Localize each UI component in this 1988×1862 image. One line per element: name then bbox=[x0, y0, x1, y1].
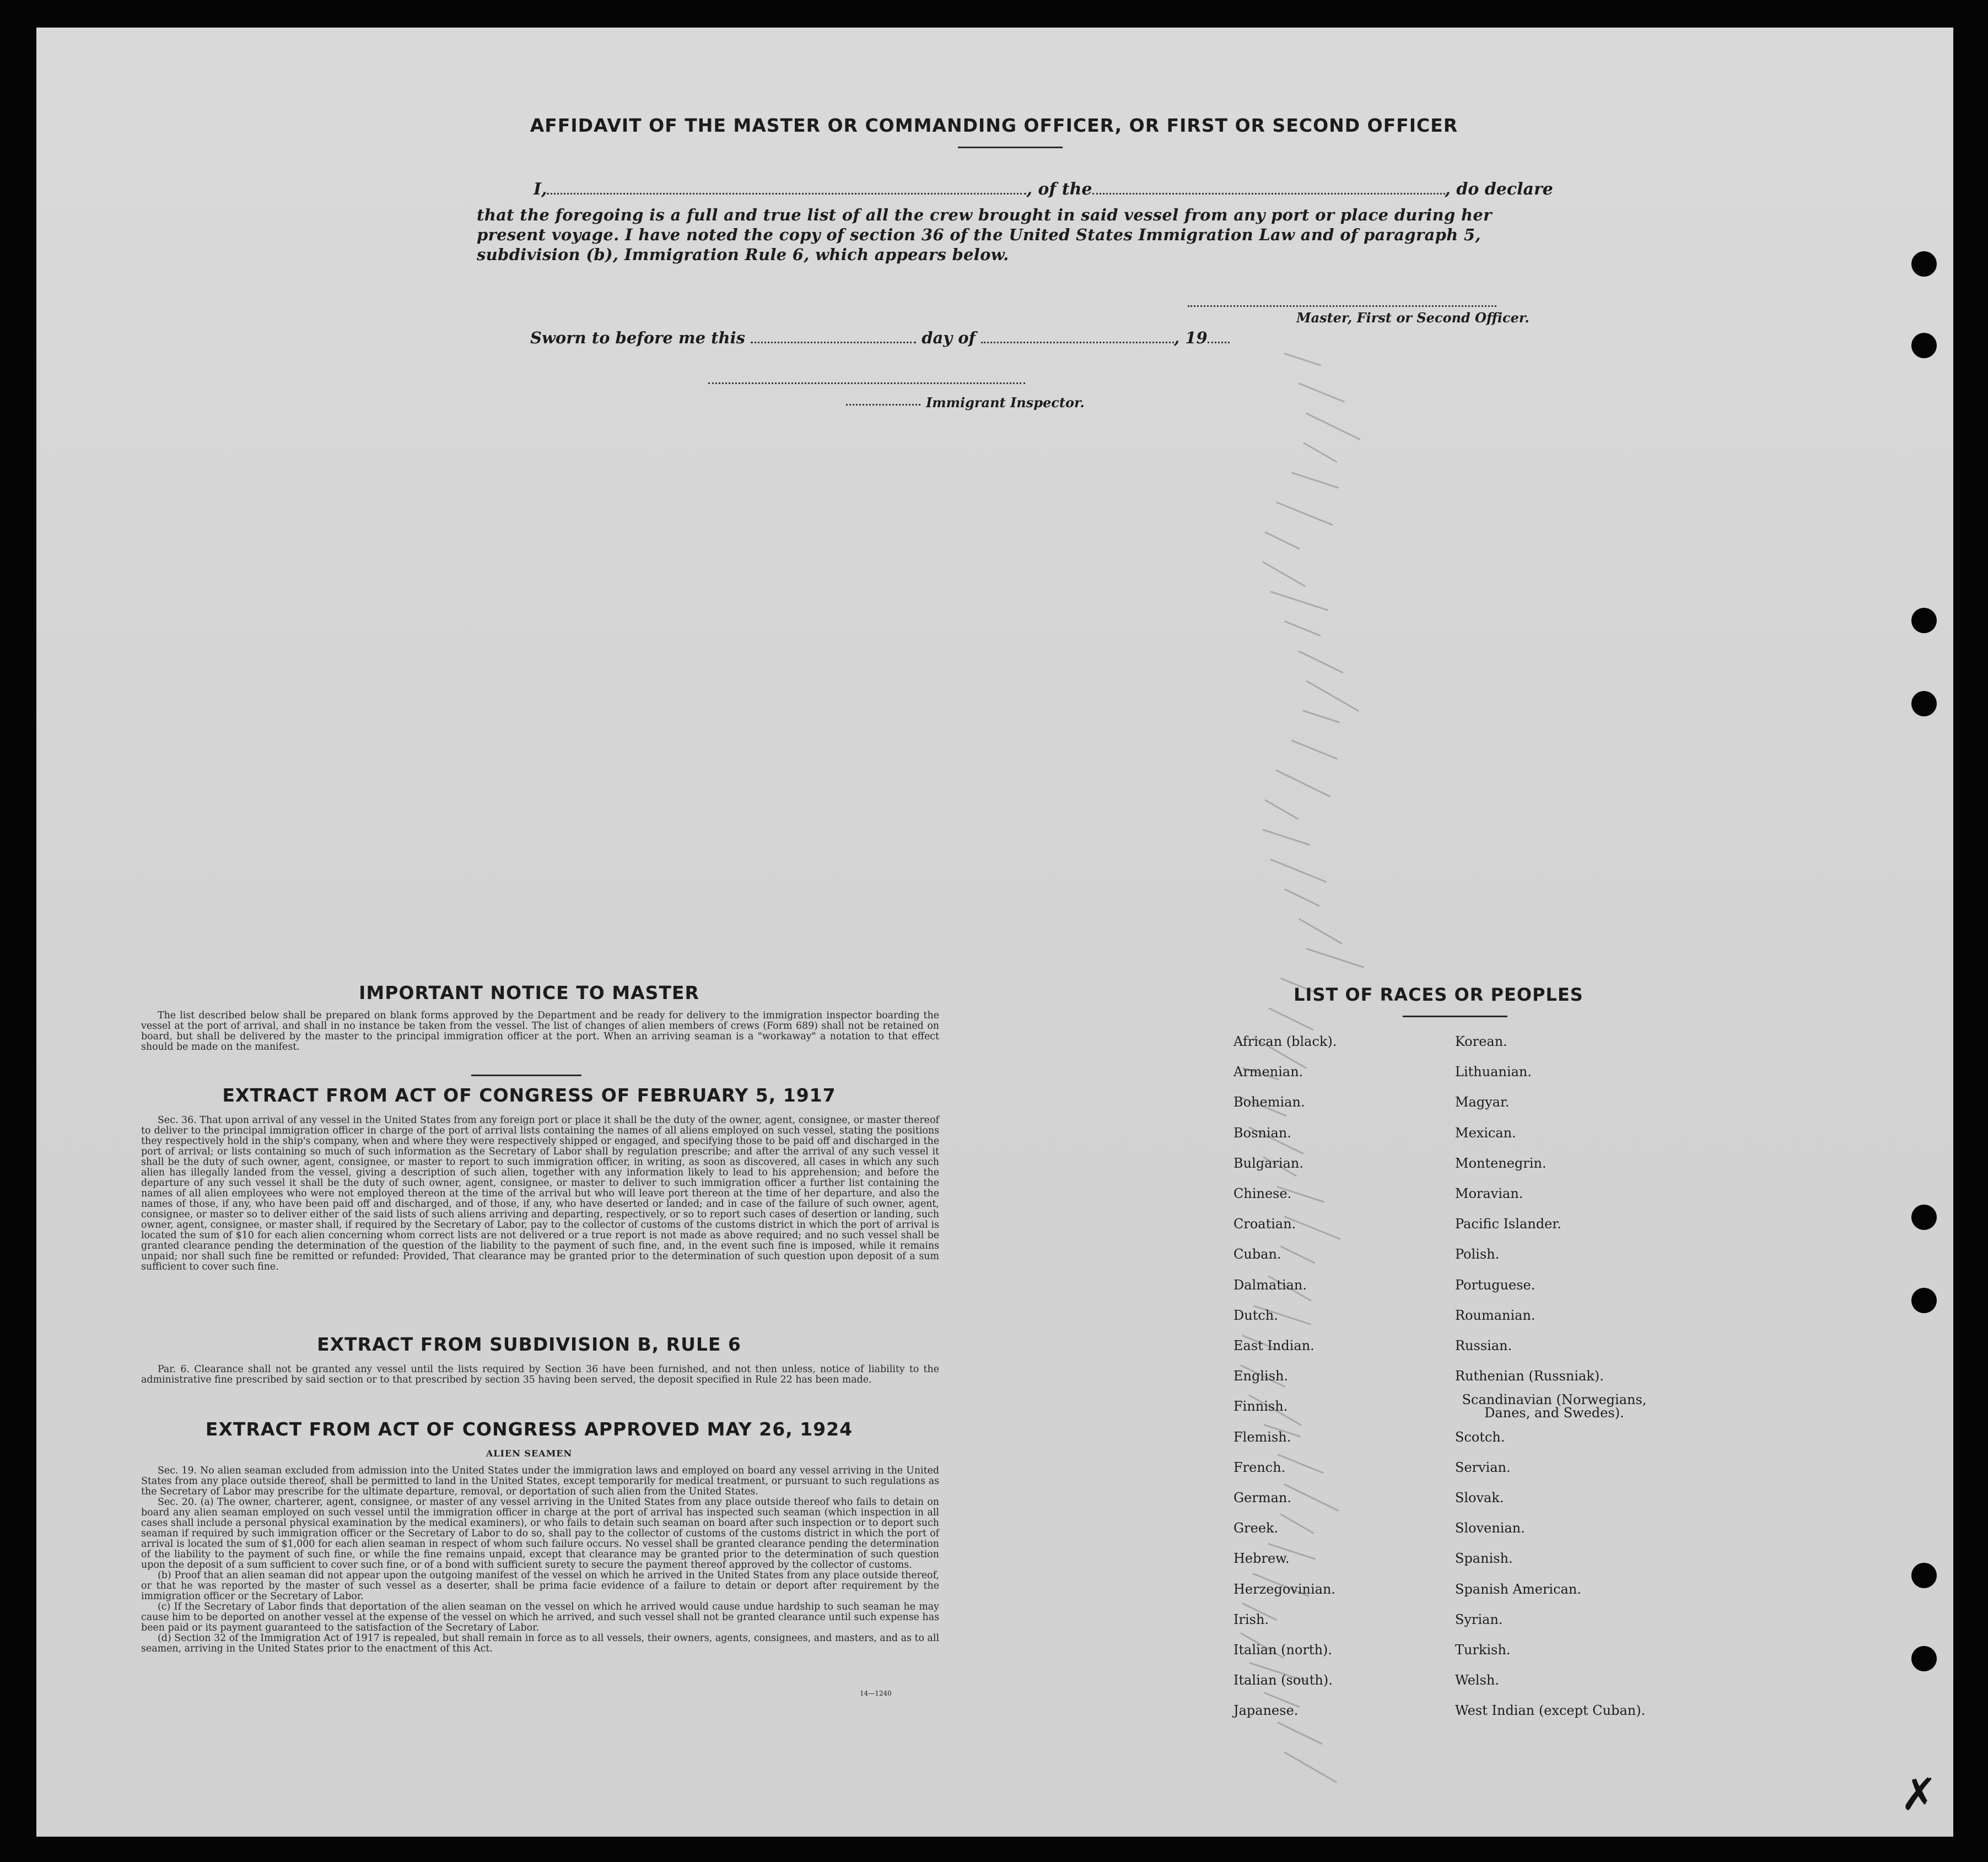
race-item: Bohemian. bbox=[1233, 1094, 1305, 1110]
race-item: East Indian. bbox=[1233, 1338, 1314, 1353]
race-item: Korean. bbox=[1455, 1034, 1507, 1049]
punch-hole bbox=[1911, 1646, 1937, 1671]
race-item: Chinese. bbox=[1233, 1186, 1292, 1201]
extract-1924-paragraph: Sec. 20. (a) The owner, charterer, agent, consignee, or master of any vessel arriving in the United States from any place outside thereof who fails to detain on board any alien seaman employed on such vessel until the immigration officer in charge at the port of arrival has inspected such seaman (which inspection in all cases shall include a personal physical examination by the medical examiners), or who fails to detain such seaman on board after such inspection or to deport such seaman if required by such immigration officer or the Secretary of Labor to do so, shall pay to the collector of customs of the customs district in which the port of arrival is located the sum of $1,000 for each alien seaman in respect of whom such failure occurs. No vessel shall be granted clearance pending the determination of the liability to the payment of such fine, or while the fine remains unpaid, except that clearance may be granted prior to the determination of such question upon the deposit of a sum sufficient to cover such fine, or of a bond with sufficient surety to secure the payment thereof approved by the collector of customs. bbox=[141, 1497, 939, 1570]
extract-1924-paragraph: (b) Proof that an alien seaman did not appear upon the outgoing manifest of the vessel on which he arrived in the United States from any place outside thereof, or that he was reported by the master of such vessel as a deserter, shall be prima facie evidence of a failure to detain or deport after requirement by the immigration officer or the Secretary of Labor. bbox=[141, 1570, 939, 1602]
notice-paragraph: The list described below shall be prepared on blank forms approved by the Department and be ready for delivery to the immigration inspector boarding the vessel at the port of arrival, and shall in no instance be taken from the vessel. The list of changes of alien members of crews (Form 689) shall not be retained on board, but shall be delivered by the master to the principal immigration officer at the port. When an arriving seaman is a "workaway" a notation to that effect should be made on the manifest. bbox=[141, 1010, 939, 1053]
inspector-label: Immigrant Inspector. bbox=[926, 395, 1085, 411]
affidavit-of-the-label: , of the bbox=[1026, 180, 1092, 199]
race-item: Flemish. bbox=[1233, 1429, 1291, 1445]
affidavit-line-1 bbox=[534, 180, 1553, 199]
sworn-day-blank[interactable] bbox=[751, 342, 916, 343]
race-item: Magyar. bbox=[1455, 1094, 1510, 1110]
sworn-year-blank[interactable] bbox=[1208, 342, 1230, 343]
form-number: 14—1240 bbox=[860, 1690, 892, 1697]
punch-hole bbox=[1911, 691, 1937, 716]
race-item: Greek. bbox=[1233, 1520, 1279, 1536]
race-item: Montenegrin. bbox=[1455, 1155, 1547, 1171]
notice-text bbox=[141, 1011, 939, 1053]
race-item: Bulgarian. bbox=[1233, 1155, 1303, 1171]
punch-hole bbox=[1911, 1288, 1937, 1313]
race-item: Moravian. bbox=[1455, 1186, 1523, 1201]
extract-1924-text bbox=[141, 1466, 939, 1654]
extract-rule6-paragraph: Par. 6. Clearance shall not be granted any vessel until the lists required by Section 36 have been furnished, and not then unless, notice of liability to the administrative fine prescribed by said section or to that prescribed by section 35 having been served, the deposit specified in Rule 22 has been made. bbox=[141, 1364, 939, 1385]
race-item: Russian. bbox=[1455, 1338, 1512, 1353]
race-item: Turkish. bbox=[1455, 1642, 1511, 1658]
notice-title: IMPORTANT NOTICE TO MASTER bbox=[359, 982, 699, 1003]
race-item: Mexican. bbox=[1455, 1125, 1516, 1141]
inspector-lead-dots bbox=[846, 404, 920, 406]
extract-1924-title: EXTRACT FROM ACT OF CONGRESS APPROVED MAY 26, 1924 bbox=[205, 1418, 853, 1440]
alien-seamen-subtitle: ALIEN SEAMEN bbox=[486, 1448, 573, 1459]
race-item: Scotch. bbox=[1455, 1429, 1505, 1445]
inspector-signature-line[interactable] bbox=[708, 382, 1025, 384]
race-item: Dutch. bbox=[1233, 1307, 1278, 1323]
race-item: Spanish American. bbox=[1455, 1581, 1581, 1597]
race-item: African (black). bbox=[1233, 1034, 1337, 1049]
affidavit-declare-label: , do declare bbox=[1445, 180, 1553, 199]
extract-1917-title: EXTRACT FROM ACT OF CONGRESS OF FEBRUARY 5, 1917 bbox=[222, 1084, 836, 1106]
sworn-month-blank[interactable] bbox=[981, 342, 1174, 343]
race-item: German. bbox=[1233, 1490, 1291, 1505]
punch-hole bbox=[1911, 608, 1937, 633]
race-item: Armenian. bbox=[1233, 1064, 1303, 1080]
race-item: Cuban. bbox=[1233, 1246, 1281, 1262]
punch-hole bbox=[1911, 1205, 1937, 1230]
sworn-year-label: , 19 bbox=[1174, 328, 1208, 347]
race-item: Herzegovinian. bbox=[1233, 1581, 1336, 1597]
punch-hole bbox=[1911, 333, 1937, 358]
race-item: Welsh. bbox=[1455, 1672, 1499, 1688]
affidavit-title-rule bbox=[958, 147, 1063, 148]
race-item: Syrian. bbox=[1455, 1611, 1503, 1627]
race-item: Irish. bbox=[1233, 1611, 1269, 1627]
race-item: West Indian (except Cuban). bbox=[1455, 1703, 1646, 1719]
race-item: Scandinavian (Norwegians, Danes, and Swedes). bbox=[1462, 1392, 1647, 1421]
race-item: Bosnian. bbox=[1233, 1125, 1291, 1141]
race-item: Pacific Islander. bbox=[1455, 1216, 1561, 1232]
races-title-rule bbox=[1403, 1016, 1507, 1017]
affidavit-title: AFFIDAVIT OF THE MASTER OR COMMANDING OFFICER, OR FIRST OR SECOND OFFICER bbox=[530, 115, 1458, 136]
sworn-prefix: Sworn to before me this bbox=[530, 328, 745, 347]
extract-1917-paragraph: Sec. 36. That upon arrival of any vessel in the United States from any foreign port or place it shall be the duty of the owner, agent, consignee, or master thereof to deliver to the principal immigration officer in charge of the port of arrival lists containing the names of all aliens employed on such vessel, stating the positions they respectively hold in the ship's company, when and where they were respectively shipped or engaged, and specifying those to be paid off and discharged in the port of arrival; or lists containing so much of such information as the Secretary of Labor shall by regulation prescribe; and after the arrival of any such vessel it shall be the duty of such owner, agent, consignee, or master to report to such immigration officer, in writing, as soon as discovered, all cases in which any such alien has illegally landed from the vessel, giving a description of such alien, together with any information likely to lead to his apprehension; and before the departure of any such vessel it shall be the duty of such owner, agent, consignee, or master to deliver to such immigration officer a further list containing the names of all alien employees who were not employed thereon at the time of the arrival but who will leave port thereon at the time of her departure, and also the names of those, if any, who have been paid off and discharged, and of those, if any, who have deserted or landed; and in case of the failure of such owner, agent, consignee, or master so to deliver either of the said lists of such aliens arriving and departing, respectively, or so to report such cases of desertion or landing, such owner, agent, consignee, or master shall, if required by the Secretary of Labor, pay to the collector of customs of the customs district in which the port of arrival is located the sum of $10 for each alien concerning whom correct lists are not delivered or a true report is not made as above required; and no such vessel shall be granted clearance pending the determination of the question of the liability to the payment of such fine, and, in the event such fine is imposed, while it remains unpaid; nor shall such fine be remitted or refunded: Provided, That clearance may be granted prior to the determination of such question upon deposit of a sum sufficient to cover such fine. bbox=[141, 1115, 939, 1272]
corner-pencil-mark: ✗ bbox=[1900, 1769, 1938, 1820]
extract-1924-paragraph: (c) If the Secretary of Labor finds that deportation of the alien seaman on the vessel on which he arrived would cause undue hardship to such seaman he may cause him to be deported on another vessel at the expense of the vessel on which he arrived, and such vessel shall not be granted clearance until such expense has been paid or its payment guaranteed to the satisfaction of the Secretary of Labor. bbox=[141, 1601, 939, 1633]
punch-hole bbox=[1911, 1563, 1937, 1588]
sworn-day-label: day of bbox=[922, 328, 976, 347]
race-item: Slovak. bbox=[1455, 1490, 1504, 1505]
race-item: Servian. bbox=[1455, 1459, 1511, 1475]
extract-rule6-title: EXTRACT FROM SUBDIVISION B, RULE 6 bbox=[317, 1334, 741, 1355]
extract-1924-paragraph: Sec. 19. No alien seaman excluded from admission into the United States under the immigration laws and employed on board any vessel arriving in the United States from any place outside thereof, shall be permitted to land in the United States, except temporarily for medical treatment, or pursuant to such regulations as the Secretary of Labor may prescribe for the ultimate departure, removal, or deportation of such alien from the United States. bbox=[141, 1465, 939, 1497]
sworn-line bbox=[530, 328, 1230, 347]
race-item: Slovenian. bbox=[1455, 1520, 1525, 1536]
affidavit-i-label: I, bbox=[534, 180, 547, 199]
race-item: Spanish. bbox=[1455, 1551, 1513, 1567]
race-item: Portuguese. bbox=[1455, 1277, 1536, 1293]
master-signature-line[interactable] bbox=[1188, 305, 1496, 307]
notice-rule bbox=[471, 1075, 581, 1076]
race-item: Ruthenian (Russniak). bbox=[1455, 1368, 1604, 1384]
race-item: Dalmatian. bbox=[1233, 1277, 1307, 1293]
extract-1917-text bbox=[141, 1115, 939, 1272]
extract-rule6-text bbox=[141, 1364, 939, 1385]
race-item: Roumanian. bbox=[1455, 1307, 1536, 1323]
race-item: Japanese. bbox=[1233, 1703, 1299, 1719]
race-item: Finnish. bbox=[1233, 1399, 1288, 1415]
race-item: Italian (north). bbox=[1233, 1642, 1333, 1658]
race-item: French. bbox=[1233, 1459, 1286, 1475]
extract-1924-paragraph: (d) Section 32 of the Immigration Act of 1917 is repealed, but shall remain in force as to all vessels, their owners, agents, consignees, and masters, and as to all seamen, arriving in the United States prior to the enactment of this Act. bbox=[141, 1633, 939, 1654]
race-item: Italian (south). bbox=[1233, 1672, 1333, 1688]
name-blank[interactable] bbox=[547, 193, 1026, 195]
race-item: Croatian. bbox=[1233, 1216, 1296, 1232]
race-item: Polish. bbox=[1455, 1246, 1500, 1262]
races-title: LIST OF RACES OR PEOPLES bbox=[1294, 984, 1583, 1005]
race-item: Lithuanian. bbox=[1455, 1064, 1532, 1080]
master-signature-label: Master, First or Second Officer. bbox=[1296, 310, 1529, 326]
race-item: English. bbox=[1233, 1368, 1289, 1384]
race-item: Hebrew. bbox=[1233, 1551, 1290, 1567]
vessel-blank[interactable] bbox=[1092, 193, 1445, 195]
punch-hole bbox=[1911, 251, 1937, 277]
affidavit-body: that the foregoing is a full and true list of all the crew brought in said vessel from any port or place during her present voyage. I have noted the copy of section 36 of the United States Immigration Law and of paragraph 5, subdivision (b), Immigration Rule 6, which appears below. bbox=[477, 206, 1492, 264]
